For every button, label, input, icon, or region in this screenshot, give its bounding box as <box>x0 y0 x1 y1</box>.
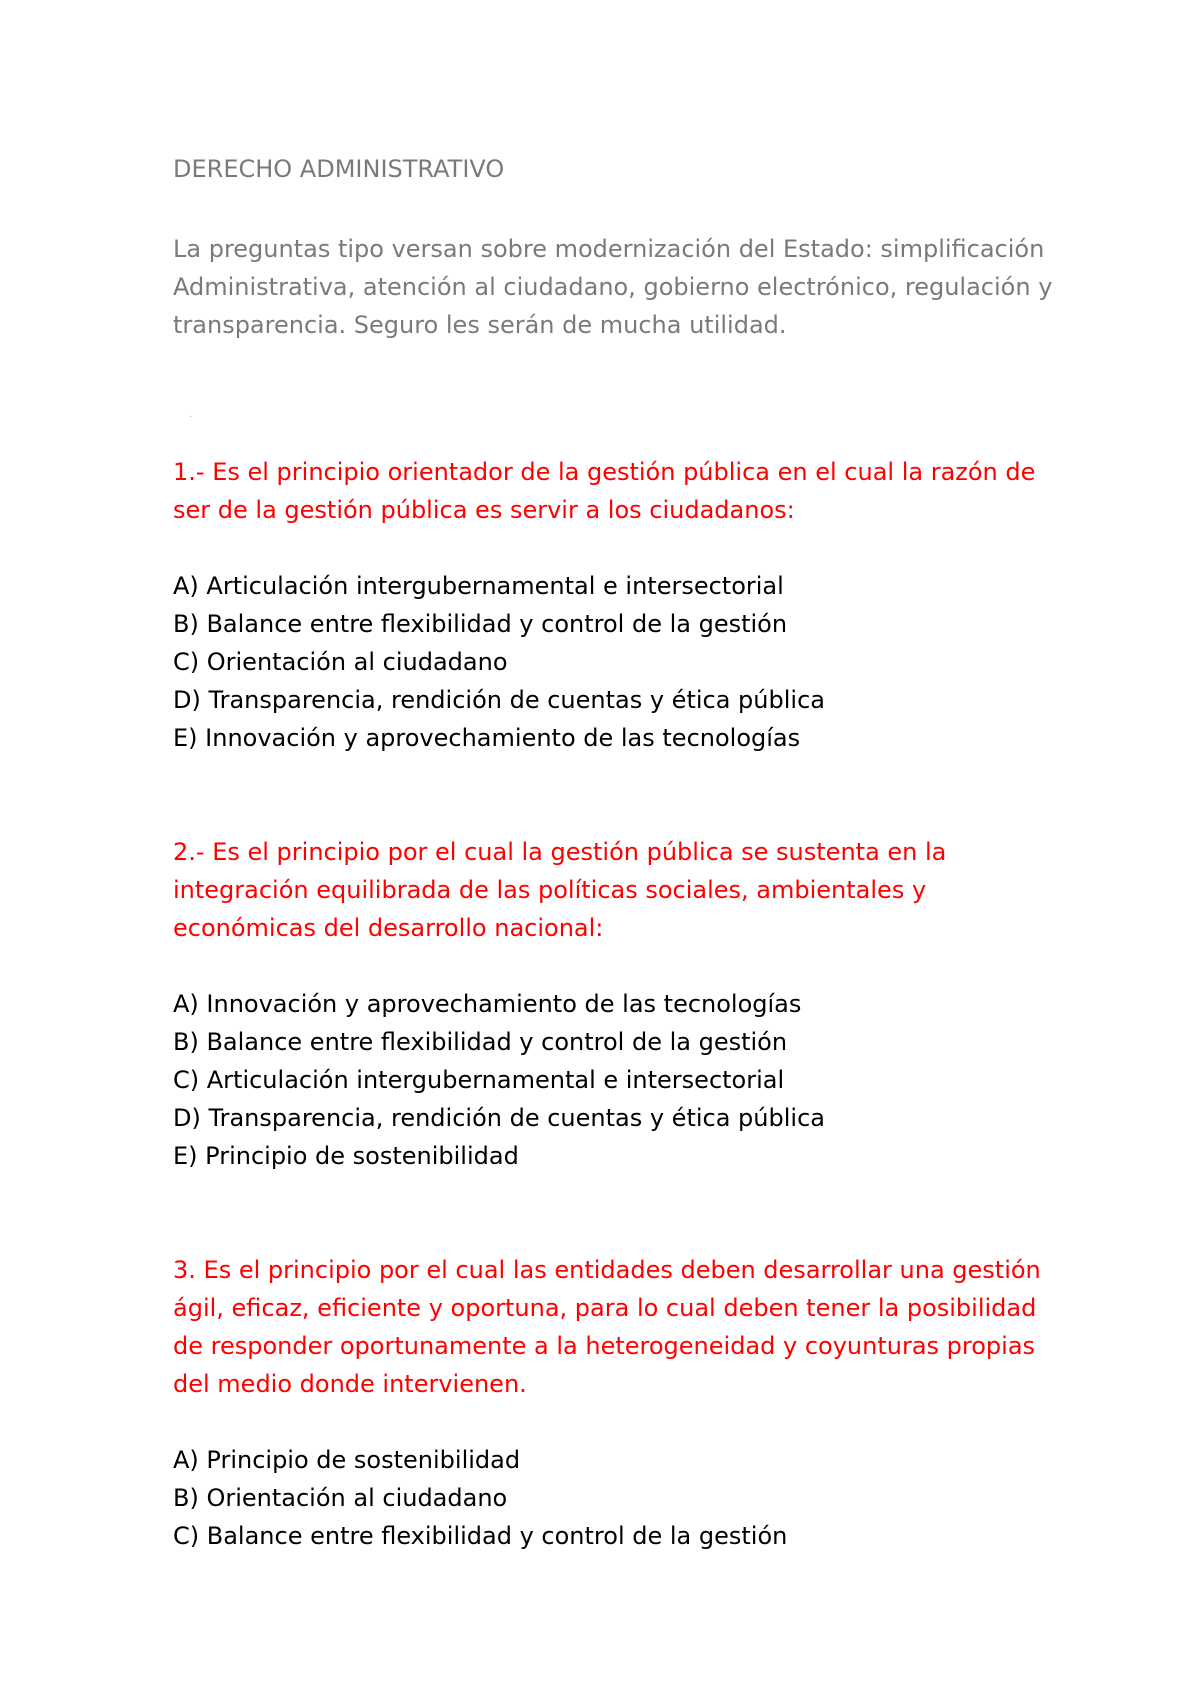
question-1 <box>173 453 1053 757</box>
answer-option: E) Principio de sostenibilidad <box>173 1142 519 1170</box>
answer-option: D) Transparencia, rendición de cuentas y ética pública <box>173 1104 825 1132</box>
answer-option: A) Articulación intergubernamental e intersectorial <box>173 572 784 600</box>
answer-options <box>173 567 1053 757</box>
answer-option: B) Orientación al ciudadano <box>173 1484 508 1512</box>
answer-options <box>173 1441 1053 1555</box>
question-3 <box>173 1251 1053 1555</box>
answer-option: A) Principio de sostenibilidad <box>173 1446 521 1474</box>
question-text: 1.- Es el principio orientador de la gestión pública en el cual la razón de ser de la gestión pública es servir a los ciudadanos: <box>173 458 1036 524</box>
answer-option: B) Balance entre flexibilidad y control de la gestión <box>173 610 788 638</box>
answer-option: C) Articulación intergubernamental e intersectorial <box>173 1066 785 1094</box>
answer-option: C) Balance entre flexibilidad y control de la gestión <box>173 1522 788 1550</box>
question-text: 3. Es el principio por el cual las entidades deben desarrollar una gestión ágil, eficaz, eficiente y oportuna, para lo cual deben tener la posibilidad de responder oportunamente a la heterogeneidad y coyunturas propias del medio donde intervienen. <box>173 1256 1041 1398</box>
answer-option: C) Orientación al ciudadano <box>173 648 508 676</box>
answer-option: B) Balance entre flexibilidad y control de la gestión <box>173 1028 788 1056</box>
answer-option: E) Innovación y aprovechamiento de las tecnologías <box>173 724 801 752</box>
stray-dot: . <box>189 410 192 420</box>
document-page <box>173 150 1073 1550</box>
answer-options <box>173 985 1053 1175</box>
question-text: 2.- Es el principio por el cual la gestión pública se sustenta en la integración equilibrada de las políticas sociales, ambientales y económicas del desarrollo nacional: <box>173 838 947 942</box>
answer-option: D) Transparencia, rendición de cuentas y ética pública <box>173 686 825 714</box>
intro-paragraph: La preguntas tipo versan sobre modernización del Estado: simplificación Administrativa, atención al ciudadano, gobierno electrónico, regulación y transparencia. Seguro les serán de mucha utilidad. <box>173 235 1053 339</box>
document-title: DERECHO ADMINISTRATIVO <box>173 155 505 183</box>
question-2 <box>173 833 1053 1175</box>
answer-option: A) Innovación y aprovechamiento de las tecnologías <box>173 990 802 1018</box>
